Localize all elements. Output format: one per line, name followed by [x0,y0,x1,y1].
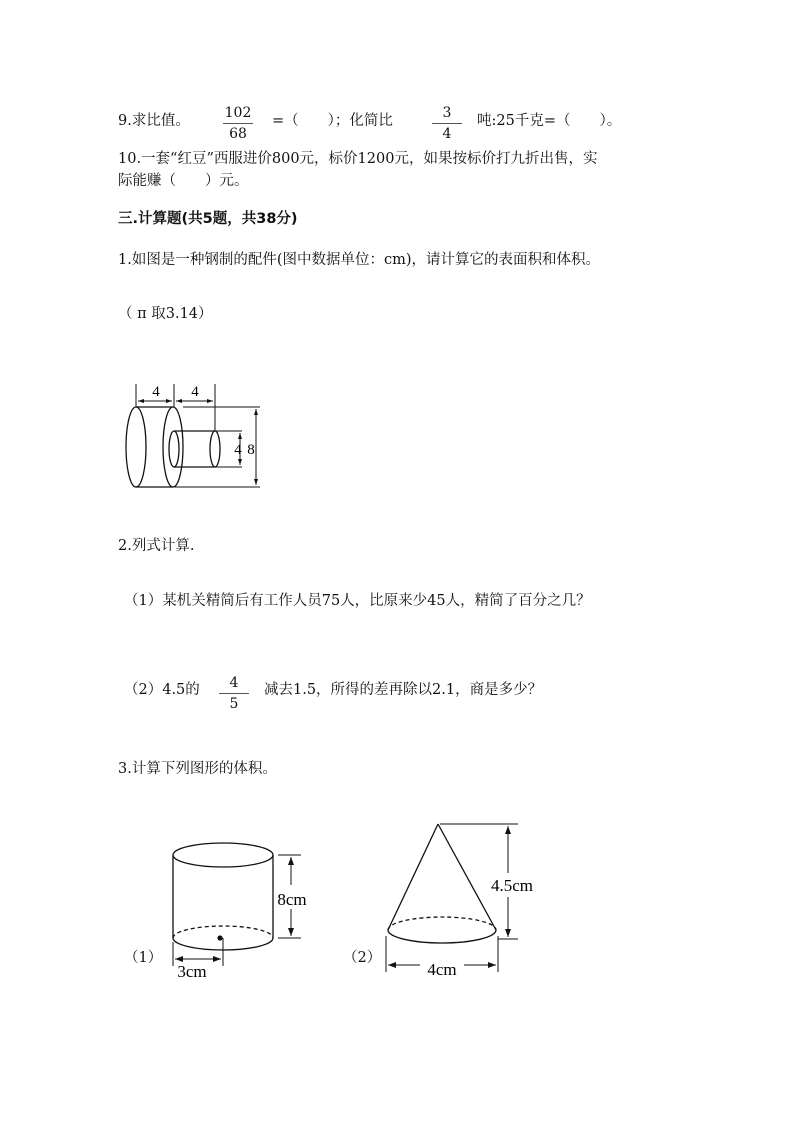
cone-height-label: 4.5cm [490,876,534,895]
cylinder-figure [165,838,315,986]
height-label: 8cm [277,890,307,909]
p2-sub2-prefix: （2）4.5的 [124,682,200,698]
p2-text: 2.列式计算. [118,538,195,554]
dim-small-diameter-label: 4 [234,442,242,458]
p2-sub2-suffix: 减去1.5，所得的差再除以2.1，商是多少？ [264,682,543,698]
p2-sub2-fraction [217,676,251,711]
fraction-denominator: 4 [442,126,452,142]
q10-line-2: 际能赚（ ）元。 [118,173,249,189]
cone-figure [380,818,550,983]
q9-suffix: 吨:25千克=（ ）。 [477,113,622,129]
fraction-denominator: 5 [229,696,239,712]
p3-text: 3.计算下列图形的体积。 [118,761,277,777]
steel-part-figure [120,378,270,493]
fraction-bar [223,123,253,124]
fig1-label: （1） [124,950,163,966]
fig2-label: （2） [343,950,382,966]
section-3-title: 三.计算题(共5题，共38分) [118,211,298,227]
radius-label: 3cm [177,962,207,981]
p2-sub1: （1）某机关精简后有工作人员75人，比原来少45人，精简了百分之几？ [124,593,591,609]
q9-prefix: 9.求比值。 [118,113,190,129]
p1-pi-note: （ π 取3.14） [118,306,213,322]
p1-text: 1.如图是一种钢制的配件(图中数据单位：cm)，请计算它的表面积和体积。 [118,252,601,268]
fraction-denominator: 68 [229,126,247,142]
fraction-numerator: 102 [224,105,252,121]
fraction-numerator: 3 [442,105,452,121]
q9-fraction-1 [221,106,255,141]
q9-fraction-2 [430,106,464,141]
fraction-bar [219,693,249,694]
dim-right-label: 4 [191,384,199,400]
dim-left-label: 4 [152,384,160,400]
q10-line-1: 10.一套“红豆”西服进价800元，标价1200元，如果按标价打九折出售，实 [118,151,598,167]
fraction-numerator: 4 [229,675,239,691]
cone-diameter-label: 4cm [427,960,457,979]
dim-big-diameter-label: 8 [247,442,255,458]
q9-middle: =（ ）；化简比 [272,113,393,129]
fraction-bar [432,123,462,124]
